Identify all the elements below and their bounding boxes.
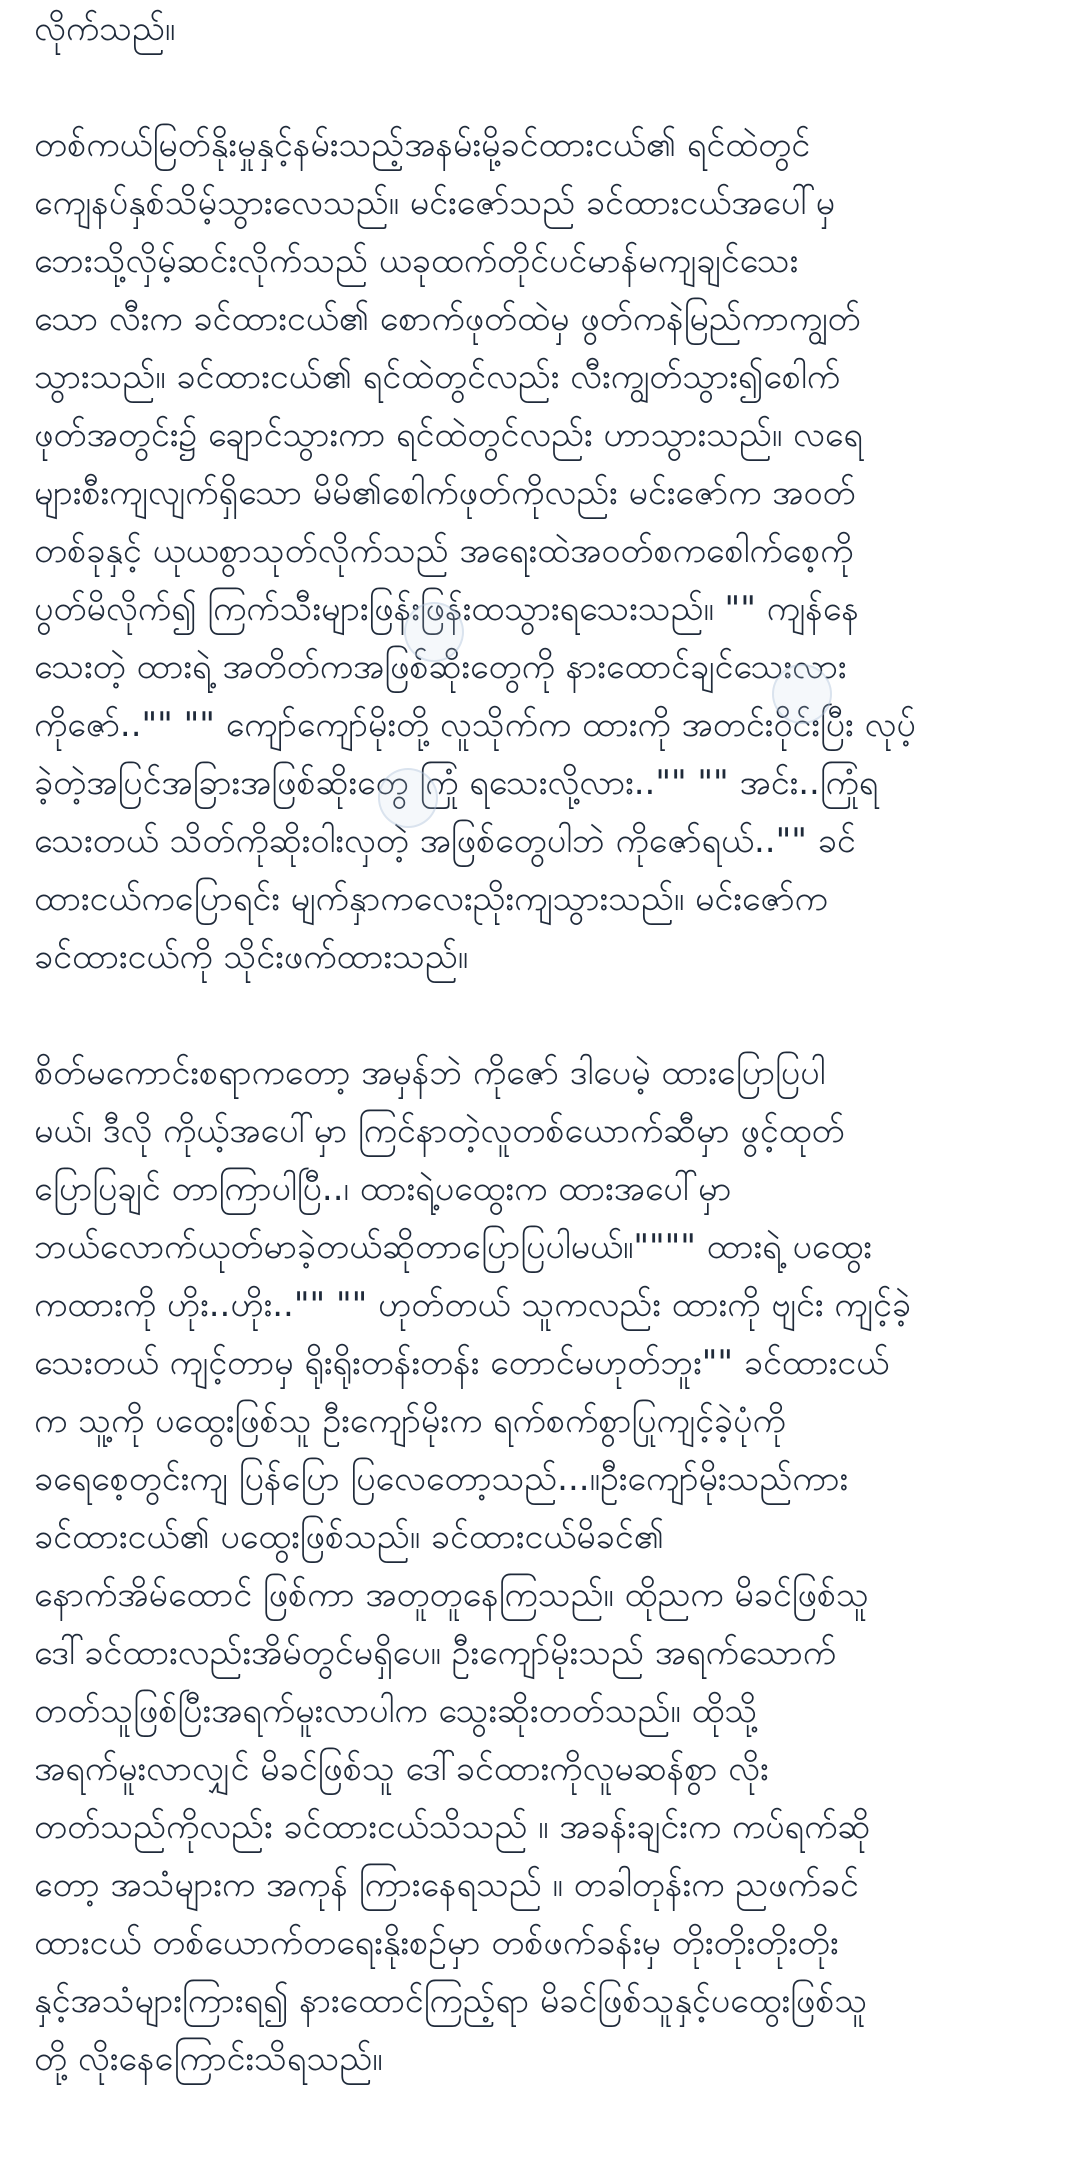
text-line: ဘေးသို့လှိမ့်ဆင်းလိုက်သည် ယခုထက်တိုင်ပင်မာန်မကျချင်သေး	[34, 241, 799, 281]
text-line: ကိုဇော်.."" "" ကျော်ကျော်မိုးတို့ လူသိုက်က ထားကို အတင်းဝိုင်းပြီး လုပ့်	[34, 705, 916, 745]
text-line: သော လီးက ခင်ထားငယ်၏ စောက်ဖုတ်ထဲမှ ဖွတ်ကနဲမြည်ကာကျွတ်	[34, 299, 861, 339]
tap-ripple-indicator	[404, 602, 464, 662]
text-line: လိုက်သည်။	[34, 9, 176, 49]
text-line: ကထားကို ဟိုး..ဟိုး.."" "" ဟုတ်တယ် သူကလည်း ထားကို ဗျင်း ကျင့်ခဲ့	[34, 1285, 911, 1325]
text-line: တတ်သည်ကိုလည်း ခင်ထားငယ်သိသည် ။ အခန်းချင်းက ကပ်ရက်ဆို	[34, 1807, 871, 1847]
tap-ripple-indicator	[772, 664, 832, 724]
text-line: သေးတယ် သိတ်ကိုဆိုးဝါးလှတဲ့ အဖြစ်တွေပါဘဲ ကိုဇော်ရယ်.."" ခင်	[34, 821, 856, 861]
text-line: ပြောပြချင် တာကြာပါပြီ..၊ ထားရဲ့ပထွေးက ထားအပေါ်မှာ	[34, 1169, 732, 1209]
text-line: ပွတ်မိလိုက်၍ ကြက်သီးများဖြန်းဖြန်းထသွားရသေးသည်။ "" ကျန်နေ	[34, 589, 859, 629]
text-line: တစ်ကယ်မြတ်နိုးမှုနှင့်နမ်းသည့်အနမ်းမို့ခင်ထားငယ်၏ ရင်ထဲတွင်	[34, 125, 811, 165]
article-body	[34, 0, 1050, 2088]
paragraph-gap	[34, 986, 1050, 1044]
text-line: က သူ့ကို ပထွေးဖြစ်သူ ဦးကျော်မိုးက ရက်စက်စွာပြုကျင့်ခဲ့ပုံကို	[34, 1401, 786, 1441]
text-line: တစ်ခုနှင့် ယုယစွာသုတ်လိုက်သည် အရေးထဲအဝတ်စကစေါက်စေ့ကို	[34, 531, 854, 571]
text-line: စိတ်မကောင်းစရာကတော့ အမှန်ဘဲ ကိုဇော် ဒါပေမဲ့ ထားပြောပြပါ	[34, 1053, 826, 1093]
paragraph-3	[34, 1044, 1050, 2088]
text-line: မယ်၊ ဒီလို ကိုယ့်အပေါ်မှာ ကြင်နာတဲ့လူတစ်ယောက်ဆီမှာ ဖွင့်ထုတ်	[34, 1111, 845, 1151]
text-line: ထားငယ် တစ်ယောက်တရေးနိုးစဉ်မှာ တစ်ဖက်ခန်းမှ တိုးတိုးတိုးတိုး	[34, 1923, 839, 1963]
paragraph-2	[34, 116, 1050, 986]
text-line: ခဲ့တဲ့အပြင်အခြားအဖြစ်ဆိုးတွေ ကြုံ ရသေးလို့လား.."" "" အင်း..ကြုံရ	[34, 763, 879, 803]
text-line: ဘယ်လောက်ယုတ်မာခဲ့တယ်ဆိုတာပြောပြပါမယ်။"""" ထားရဲ့ ပထွေး	[34, 1227, 872, 1267]
text-line: ကျေနပ်နှစ်သိမ့်သွားလေသည်။ မင်းဇော်သည် ခင်ထားငယ်အပေါ်မှ	[34, 183, 836, 223]
text-line: သေးတဲ့ ထားရဲ့ အတိတ်ကအဖြစ်ဆိုးတွေကို နားထောင်ချင်သေးလား	[34, 647, 847, 687]
text-line: အရက်မူးလာလျှင် မိခင်ဖြစ်သူ ဒေါ်ခင်ထားကိုလူမဆန်စွာ လိုး	[34, 1749, 769, 1789]
text-line: ခရေစေ့တွင်းကျ ပြန်ပြော ပြလေတော့သည်...။ဦးကျော်မိုးသည်ကား	[34, 1459, 849, 1499]
text-line: တော့ အသံများက အကုန် ကြားနေရသည် ။ တခါတုန်းက ညဖက်ခင်	[34, 1865, 859, 1905]
text-line: နောက်အိမ်ထောင် ဖြစ်ကာ အတူတူနေကြသည်။ ထိုညက မိခင်ဖြစ်သူ	[34, 1575, 869, 1615]
text-line: ခင်ထားငယ်ကို သိုင်းဖက်ထားသည်။	[34, 937, 468, 977]
text-line: ဒေါ်ခင်ထားလည်းအိမ်တွင်မရှိပေ။ ဦးကျော်မိုးသည် အရက်သောက်	[34, 1633, 836, 1673]
text-line: နှင့်အသံများကြားရ၍ နားထောင်ကြည့်ရာ မိခင်ဖြစ်သူနှင့်ပထွေးဖြစ်သူ	[34, 1981, 868, 2021]
paragraph-gap	[34, 58, 1050, 116]
paragraph-1	[34, 0, 1050, 58]
text-line: ခင်ထားငယ်၏ ပထွေးဖြစ်သည်။ ခင်ထားငယ်မိခင်၏	[34, 1517, 664, 1557]
text-line: ထားငယ်ကပြောရင်း မျက်နှာကလေးညိုးကျသွားသည်။ မင်းဇော်က	[34, 879, 828, 919]
text-line: တို့ လိုးနေကြောင်းသိရသည်။	[34, 2039, 383, 2079]
text-line: သေးတယ် ကျင့်တာမှ ရိုးရိုးတန်းတန်း တောင်မဟုတ်ဘူး"" ခင်ထားငယ်	[34, 1343, 890, 1383]
tap-ripple-indicator	[378, 768, 438, 828]
text-line: တတ်သူဖြစ်ပြီးအရက်မူးလာပါက သွေးဆိုးတတ်သည်။ ထိုသို့	[34, 1691, 758, 1731]
text-line: သွားသည်။ ခင်ထားငယ်၏ ရင်ထဲတွင်လည်း လီးကျွတ်သွား၍စေါက်	[34, 357, 841, 397]
text-line: များစီးကျလျက်ရှိသော မိမိ၏စေါက်ဖုတ်ကိုလည်း မင်းဇော်က အဝတ်	[34, 473, 856, 513]
text-line: ဖုတ်အတွင်း၌ ချောင်သွားကာ ရင်ထဲတွင်လည်း ဟာသွားသည်။ လရေ	[34, 415, 863, 455]
